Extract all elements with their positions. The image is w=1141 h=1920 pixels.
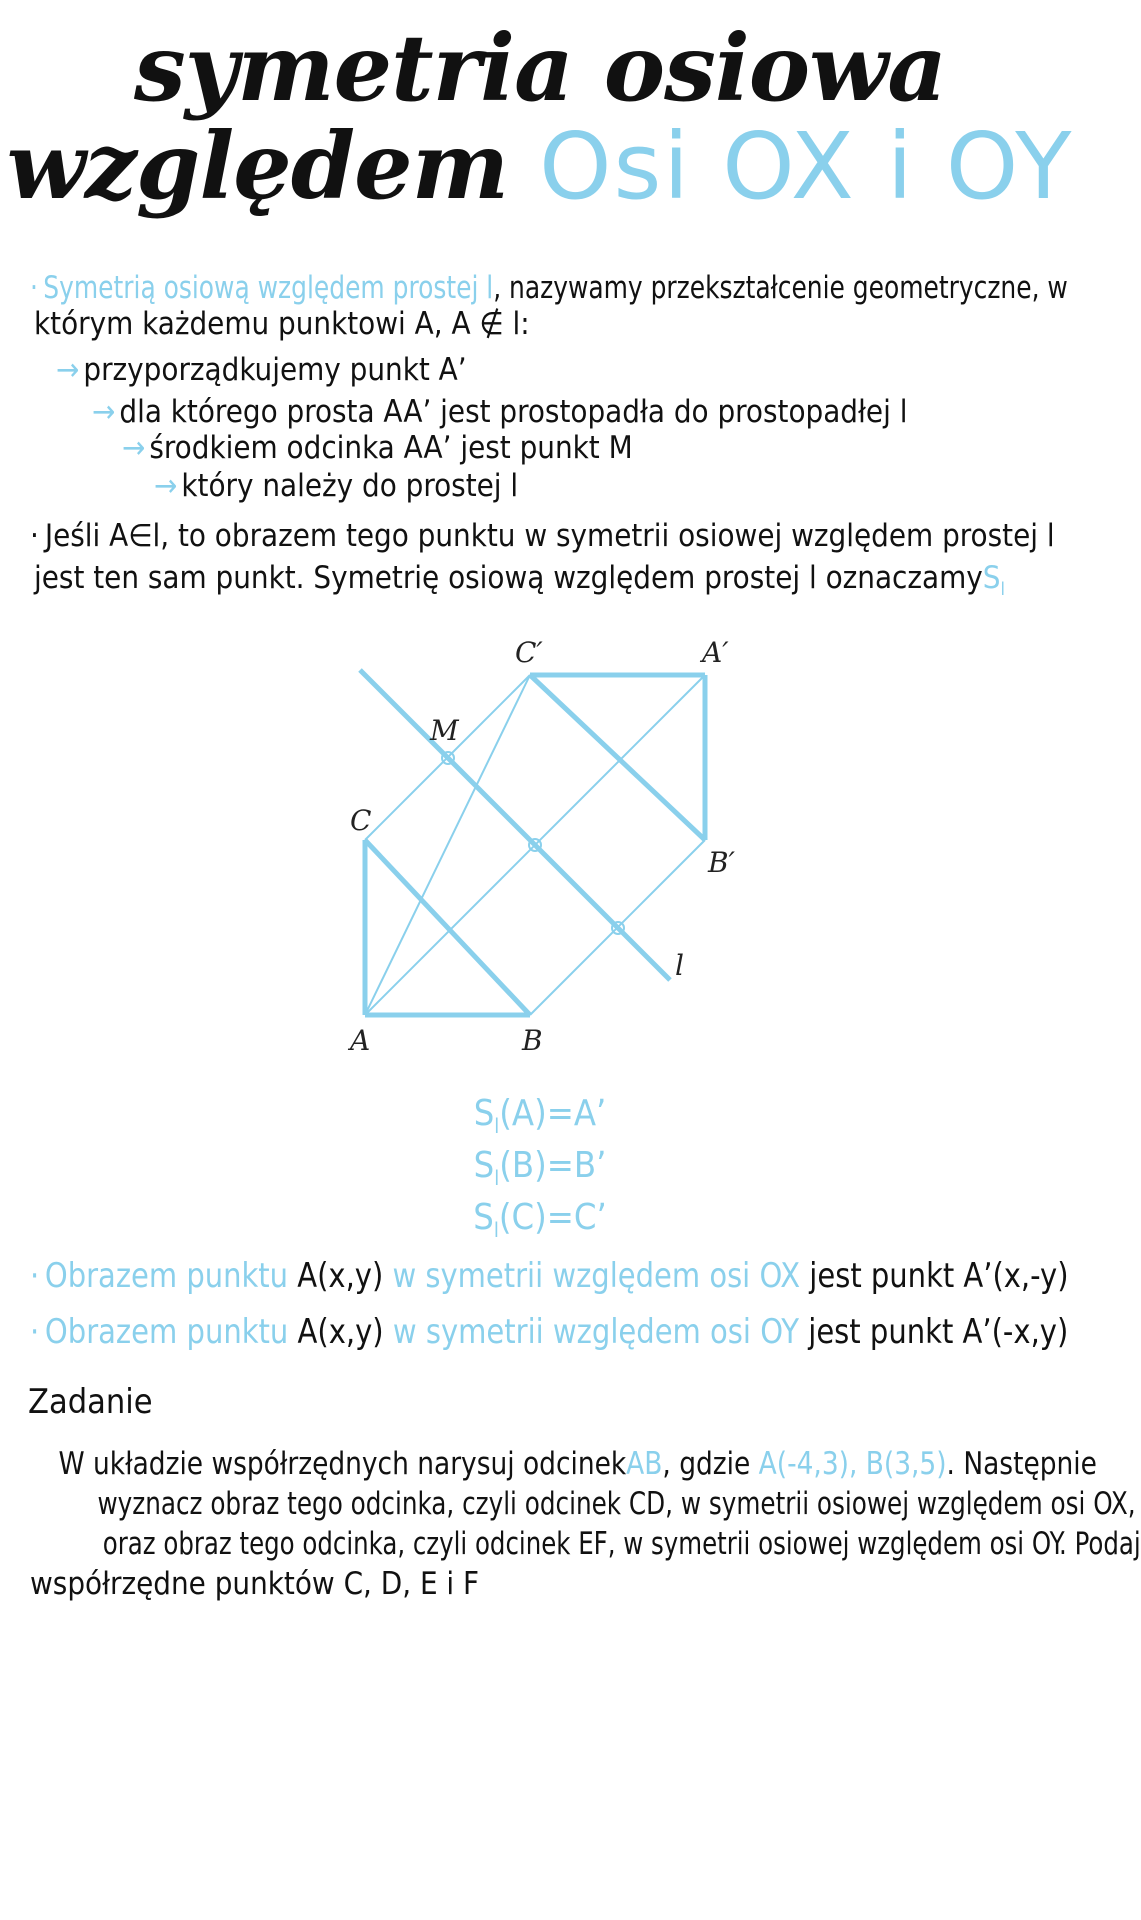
rule-point: A(x,y) [297,1256,384,1296]
segment-C'B' [530,675,705,840]
title-line-1: symetria osiowa [134,14,946,122]
equation-subscript: l [493,1218,499,1243]
arrow-icon: → [92,394,116,430]
equation-subscript: l [494,1114,500,1139]
label-c-prime: C′ [515,636,543,669]
equation-symbol: S [473,1145,495,1186]
definition-step-4-text: który należy do prostej l [181,468,519,504]
bullet-icon: · [30,1256,40,1296]
definition-lead: Symetrią osiową względem prostej l [43,270,494,306]
definition-step-2-text: dla którego prosta AA’ jest prostopadła do prostopadłej l [119,394,908,430]
rule-text-blue: w symetrii względem osi [392,1312,752,1352]
title-line-2 [0,112,1080,220]
symbol-s: S [982,560,1001,596]
task-points: A(-4,3), B(3,5) [758,1446,947,1482]
equation-3 [0,1194,1080,1254]
task-heading: Zadanie [28,1382,153,1422]
image-rule-oy [30,1312,1068,1352]
title-line-2-blue: Osi OX i OY [539,113,1074,220]
arrow-icon: → [122,430,146,466]
equation-rest: (B)=B’ [499,1145,607,1186]
task-text: . Następnie [946,1446,1097,1482]
rule-axis: OY [760,1312,800,1352]
note-line-2-text: jest ten sam punkt. Symetrię osiową względem prostej l oznaczamy [34,560,983,596]
definition-lead-rest: , nazywamy przekształcenie geometryczne, w [493,270,1068,306]
segment-CB [365,840,530,1015]
bullet-icon: · [30,1312,40,1352]
definition-line-2: którym każdemu punktowi A, A ∉ l: [34,306,530,342]
rule-text-blue: Obrazem punktu [44,1312,289,1352]
task-line-4: współrzędne punktów C, D, E i F [30,1566,480,1602]
symmetry-diagram [330,636,735,1060]
bullet-icon: · [30,270,38,306]
definition-step-4 [154,466,518,506]
title-line-2-black: względem [6,112,509,220]
image-rule-ox [30,1256,1069,1296]
equation-symbol: S [473,1093,495,1134]
definition-step-1 [56,350,467,390]
rule-result: jest punkt A’(x,-y) [809,1256,1069,1296]
task-line-2: wyznacz obraz tego odcinka, czyli odcinek CD, w symetrii osiowej względem osi OX, [97,1486,1136,1522]
arrow-icon: → [154,468,178,504]
note-line-2 [34,558,1005,610]
equation-symbol: S [473,1197,494,1238]
arrow-icon: → [56,352,80,388]
equation-rest: (A)=A’ [499,1093,607,1134]
label-b-prime: B′ [708,846,735,879]
rule-text-blue: Obrazem punktu [44,1256,289,1296]
note-line-1 [30,516,1055,556]
task-segment: AB [626,1446,663,1482]
label-l: l [675,949,684,982]
rule-axis: OX [759,1256,801,1296]
definition-line-1 [30,268,1068,308]
label-c: C [350,804,372,837]
equation-subscript: l [494,1166,500,1191]
task-text: , gdzie [662,1446,751,1482]
label-m: M [430,714,459,747]
rule-text-blue: w symetrii względem osi [392,1256,751,1296]
rule-result: jest punkt A’(-x,y) [808,1312,1069,1352]
label-a-prime: A′ [702,636,729,669]
symbol-s-subscript: l [1000,579,1005,601]
task-line-3: oraz obraz tego odcinka, czyli odcinek EF, w symetrii osiowej względem osi OY. Podaj [102,1526,1141,1562]
definition-step-1-text: przyporządkujemy punkt A’ [83,352,467,388]
rule-point: A(x,y) [297,1312,384,1352]
label-a: A [350,1024,371,1057]
task-text: W układzie współrzędnych narysuj odcinek [58,1446,627,1482]
bullet-icon: · [30,518,39,554]
note-line-1-text: Jeśli A∈l, to obrazem tego punktu w symetrii osiowej względem prostej l [44,518,1055,554]
task-line-1 [58,1444,1096,1484]
label-b: B [522,1024,543,1057]
axis-l [360,670,670,980]
definition-step-3 [122,428,633,468]
definition-step-2 [92,392,907,432]
definition-step-3-text: środkiem odcinka AA’ jest punkt M [149,430,633,466]
equation-rest: (C)=C’ [498,1197,607,1238]
